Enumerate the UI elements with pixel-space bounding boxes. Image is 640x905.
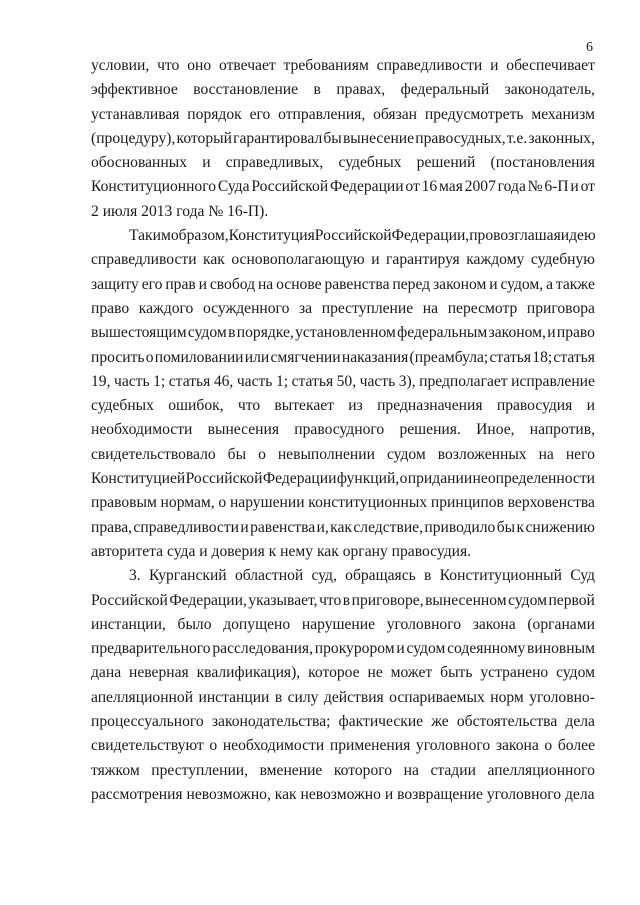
paragraph-2-line: право каждого осужденного за преступление на пересмотр приговора <box>91 299 595 317</box>
paragraph-3-line: рассмотрения невозможно, как невозможно и возвращение уголовного дела <box>91 785 595 803</box>
paragraph-3-line: 3. Курганский областной суд, обращаясь в Конституционный Суд <box>129 567 595 585</box>
paragraph-2-line: права, справедливости и равенства и, как следствие, приводило бы к снижению <box>91 518 595 536</box>
paragraph-2-line: правовым нормам, о нарушении конституционных принципов верховенства <box>91 494 595 512</box>
paragraph-2-line: авторитета суда и доверия к нему как органу правосудия. <box>91 542 472 560</box>
paragraph-2-line: судебных ошибок, что вытекает из предназначения правосудия и <box>91 397 595 415</box>
paragraph-1-line: устанавливая порядок его отправления, обязан предусмотреть механизм <box>91 105 595 123</box>
paragraph-2-line: 19, часть 1; статья 46, часть 1; статья 50, часть 3), предполагает исправление <box>91 372 595 390</box>
paragraph-2-line: вышестоящим судом в порядке, установленном федеральным законом, и право <box>91 324 595 342</box>
paragraph-2-line: справедливости как основополагающую и гарантируя каждому судебную <box>91 251 595 269</box>
paragraph-3-line: Российской Федерации, указывает, что в приговоре, вынесенном судом первой <box>91 591 595 609</box>
paragraph-3-line: процессуального законодательства; фактические же обстоятельства дела <box>91 713 595 731</box>
paragraph-2-line: защиту его прав и свобод на основе равенства перед законом и судом, а также <box>91 275 595 293</box>
paragraph-3-line: тяжком преступлении, вменение которого на стадии апелляционного <box>91 761 595 779</box>
paragraph-1-line: эффективное восстановление в правах, федеральный законодатель, <box>91 81 595 99</box>
paragraph-3-line: предварительного расследования, прокурором и судом содеянному виновным <box>91 640 595 658</box>
paragraph-3-line: свидетельствуют о необходимости применения уголовного закона о более <box>91 737 595 755</box>
paragraph-1-line: 2 июля 2013 года № 16-П). <box>91 202 269 220</box>
paragraph-1-line: обоснованных и справедливых, судебных решений (постановления <box>91 154 595 172</box>
paragraph-3-line: апелляционной инстанции в силу действия оспариваемых норм уголовно- <box>91 688 595 706</box>
page-number: 6 <box>586 40 593 55</box>
paragraph-2-line: необходимости вынесения правосудного решения. Иное, напротив, <box>91 421 595 439</box>
paragraph-3-line: дана неверная квалификация), которое не может быть устранено судом <box>91 664 595 682</box>
paragraph-1-line: условии, что оно отвечает требованиям справедливости и обеспечивает <box>91 57 595 74</box>
document-body <box>91 54 595 807</box>
paragraph-3-line: инстанции, было допущено нарушение уголовного закона (органами <box>91 615 595 633</box>
paragraph-1-line: Конституционного Суда Российской Федерации от 16 мая 2007 года № 6-П и от <box>91 178 595 196</box>
paragraph-2-line: Таким образом, Конституция Российской Федерации, провозглашая идею <box>129 227 596 245</box>
paragraph-2-line: свидетельствовало бы о невыполнении судом возложенных на него <box>91 445 595 463</box>
paragraph-1-line: (процедуру), который гарантировал бы вынесение правосудных, т.е. законных, <box>91 129 595 147</box>
paragraph-2-line: просить о помиловании или смягчении наказания (преамбула; статья 18; статья <box>91 348 595 366</box>
paragraph-2-line: Конституцией Российской Федерации функций, о придании неопределенности <box>91 470 595 488</box>
